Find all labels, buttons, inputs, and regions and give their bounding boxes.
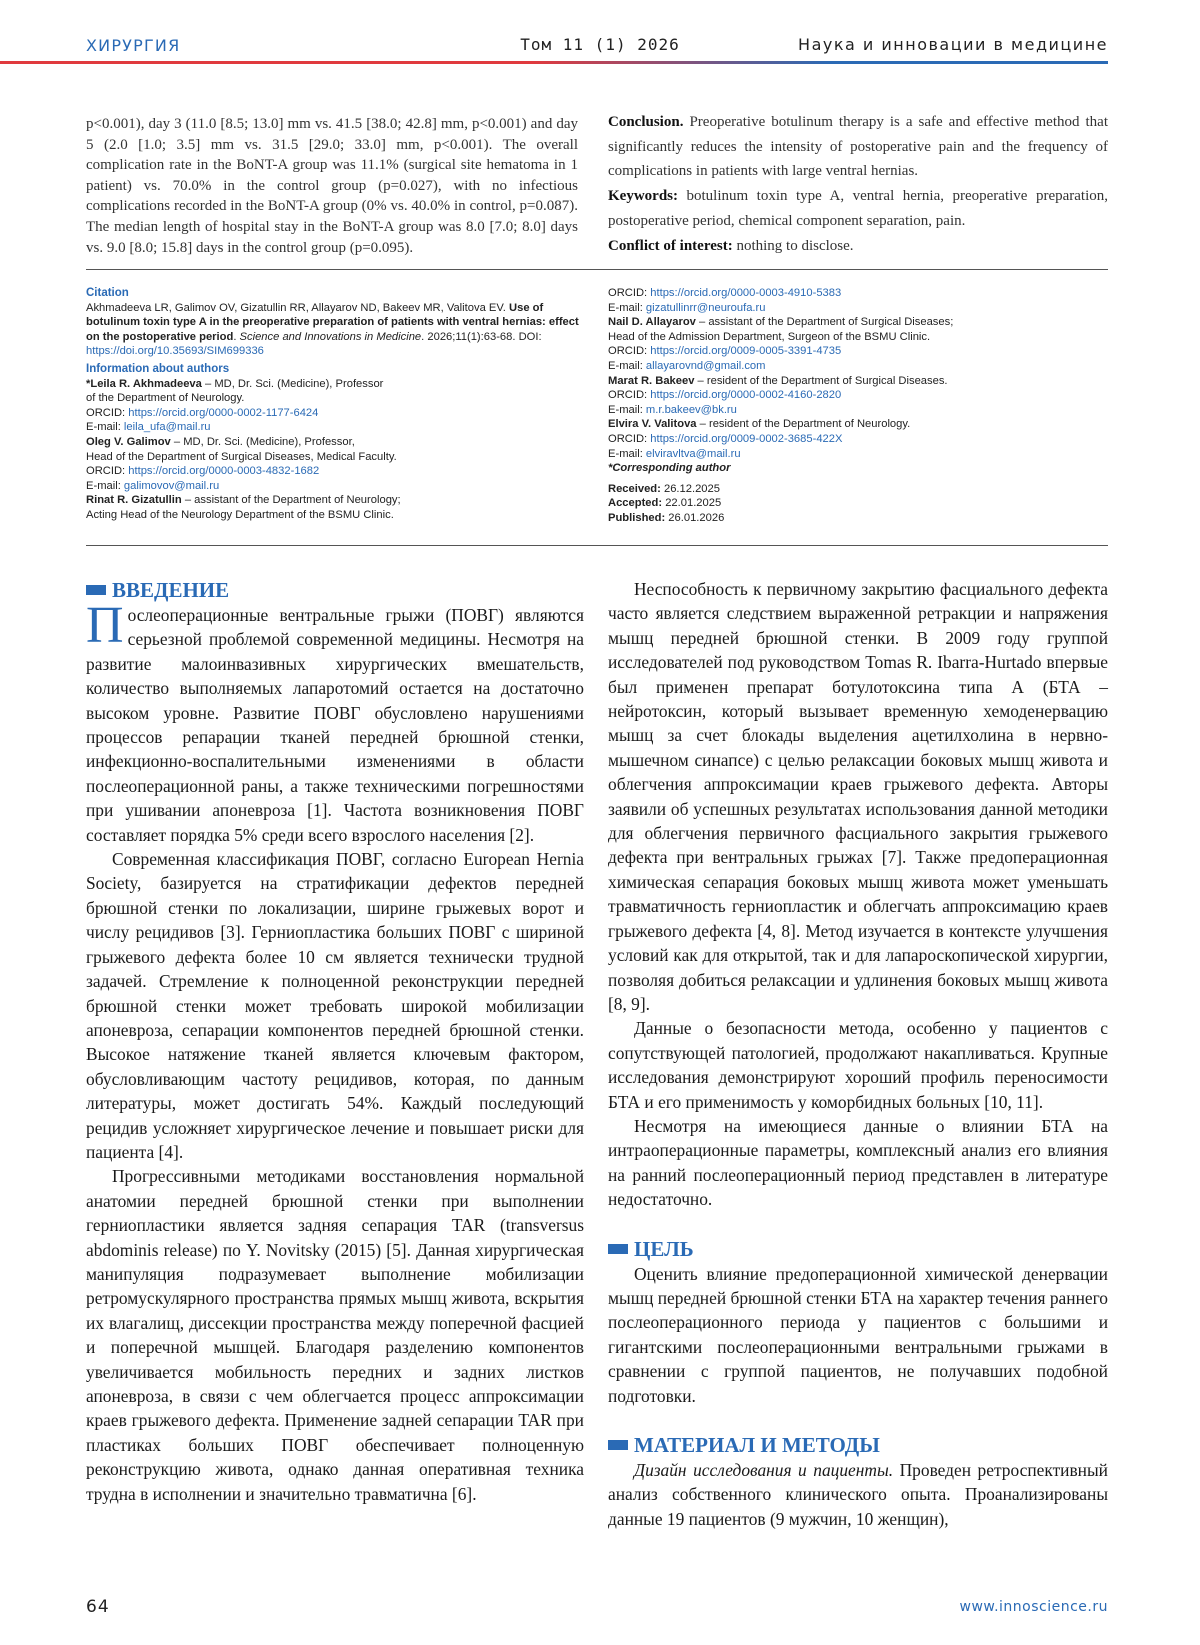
divider-bottom (86, 545, 1108, 546)
orcid-link[interactable]: https://orcid.org/0000-0003-4832-1682 (128, 465, 320, 478)
email-link[interactable]: galimovov@mail.ru (123, 479, 220, 492)
email-link[interactable]: m.r.bakeev@bk.ru (645, 403, 737, 416)
corresponding-note: *Corresponding author (608, 462, 731, 475)
author-name: Elvira V. Valitova (608, 418, 697, 431)
citation-block: Citation Akhmadeeva LR, Galimov OV, Gizatullin RR, Allayarov ND, Bakeev MR, Valitova EV. Use of botulinum toxin type A in the preoperative preparation of patients with ventral hernias: effect on the postoperative period. Science and Innovations in Medicine. 2026;11(1):63-68. DOI: https://doi.org/10.35693/SIM699336 Information about authors *Leila R. Akhmadeeva – MD, Dr. Sci. (Medicine), Professor of the Department of Neurology. ORCID: https://orcid.org/0000-0002-1177-6424 E-mail: leila_ufa@mail.ru Oleg V. Galimov – MD, Dr. Sci. (Medicine), Professor, Head of the Department of Surgical Diseases, Medical Faculty. ORCID: https://orcid.org/0000-0003-4832-1682 E-mail: galimovov@mail.ru Rinat R. Gizatullin – assistant of the Department of Neurology; Acting Head of the Neurology Department of the BSMU Clinic. (86, 286, 586, 523)
author-name: *Leila R. Akhmadeeva (86, 377, 202, 390)
intro-paragraph: Послеоперационные вентральные грыжи (ПОВГ) являются серьезной проблемой современной медицины. Несмотря на развитие малоинвазивных хирургических вмешательств, количество выполняемых лапаротомий остается на достаточно высоком уровне. Развитие ПОВГ обусловлено нарушениями процессов репарации тканей передней брюшной стенки, инфекционно-воспалительными изменениями в области послеоперационной раны, а также техническими погрешностями при ушивании апоневроза [1]. Частота возникновения ПОВГ составляет порядка 5% среди всего взрослого населения [2]. (86, 597, 584, 845)
body-right-column (608, 577, 1108, 1531)
conflict-text: nothing to disclose. (732, 237, 854, 254)
keywords-text: botulinum toxin type A, ventral hernia, preoperative preparation, postoperative period, chemical component separation, pain. (608, 188, 1108, 229)
section-marker (608, 1440, 628, 1450)
divider-top (86, 269, 1108, 270)
authors-block-right: ORCID: https://orcid.org/0000-0003-4910-5383 E-mail: gizatullinrr@neuroufa.ru Nail D. Allayarov – assistant of the Department of Surgical Diseases; Head of the Admission Department, Surgeon of the BSMU Clinic. ORCID: https://orcid.org/0009-0005-3391-4735 E-mail: allayarovnd@gmail.com Marat R. Bakeev – resident of the Department of Surgical Diseases. ORCID: https://orcid.org/0000-0002-4160-2820 E-mail: m.r.bakeev@bk.ru Elvira V. Valitova – resident of the Department of Neurology. ORCID: https://orcid.org/0009-0002-3685-422X E-mail: elviravltva@mail.ru *Corresponding author Received: 26.12.2025 Accepted: 22.01.2025 Published: 26.01.2026 (608, 286, 1108, 526)
intro-paragraph: Данные о безопасности метода, особенно у пациентов с сопутствующей патологией, продолжают накапливаться. Крупные исследования демонстрируют хороший профиль переносимости БТА и его применимость у коморбидных больных [10, 11]. (608, 1018, 1108, 1112)
methods-heading: МАТЕРИАЛ И МЕТОДЫ (608, 1432, 1108, 1458)
conclusion-text: Preoperative botulinum therapy is a safe and effective method that significantly reduces the intensity of postoperative pain and the frequency of complications in patients with large ventral hernias. (608, 114, 1108, 180)
conflict-label: Conflict of interest: (608, 237, 733, 254)
section-marker (608, 1244, 628, 1254)
citation-journal: Science and Innovations in Medicine (239, 330, 422, 343)
keywords-label: Keywords: (608, 188, 678, 205)
citation-text: Akhmadeeva LR, Galimov OV, Gizatullin RR, Allayarov ND, Bakeev MR, Valitova EV. Use of botulinum toxin type A in the preoperative preparation of patients with ventral hernias: effect on the postoperative period. Science and Innovations in Medicine. 2026;11(1):63-68. DOI: https://doi.org/10.35693/SIM699336 (86, 301, 579, 358)
abstract-results-text: p<0.001), day 3 (11.0 [8.5; 13.0] mm vs. 41.5 [38.0; 42.8] mm, p<0.001) and day 5 (2.0 [1.0; 3.5] mm vs. 31.5 [29.0; 33.0] mm, p<0.001). The overall complication rate in the BoNT-A group was 11.1% (surgical site hematoma in 1 patient) vs. 70.0% in the control group (p=0.027), with no infectious complications recorded in the BoNT-A group (0% vs. 40.0% in control, p=0.087). The median length of hospital stay in the BoNT-A group was 8.0 [7.0; 8.0] days vs. 9.0 [8.0; 15.8] days in the control group (p=0.095). (86, 116, 578, 256)
author-role: Acting Head of the Neurology Department of the BSMU Clinic. (86, 508, 394, 521)
received-date: 26.12.2025 (660, 482, 720, 495)
published-date: 26.01.2026 (665, 511, 725, 524)
intro-paragraph: Несмотря на имеющиеся данные о влиянии БТА на интраоперационные параметры, комплексный анализ его влияния на ранний послеоперационный период представлен в литературе недостаточно. (608, 1115, 1108, 1210)
accepted-date: 22.01.2025 (662, 497, 722, 510)
orcid-link[interactable]: https://orcid.org/0000-0003-4910-5383 (650, 287, 842, 299)
page-number: 64 (86, 1597, 110, 1617)
accepted-label: Accepted: (608, 497, 663, 510)
email-link[interactable]: gizatullinrr@neuroufa.ru (645, 301, 766, 314)
orcid-link[interactable]: https://orcid.org/0000-0002-4160-2820 (650, 389, 842, 402)
authors-heading: Information about authors (86, 362, 230, 375)
published-label: Published: (608, 511, 666, 524)
author-role: Head of the Department of Surgical Diseases, Medical Faculty. (86, 450, 397, 463)
author-role: Head of the Admission Department, Surgeon of the BSMU Clinic. (608, 330, 931, 343)
citation-heading: Citation (86, 287, 129, 299)
running-header-volume: Том 11 (1) 2026 (520, 35, 680, 54)
intro-paragraph: Неспособность к первичному закрытию фасциального дефекта часто является следствием выраженной ретракции и напряжения мышц передней брюшной стенки. В 2009 году группой исследователей под руководством Tomas R. Ibarra-Hurtado впервые был применен препарат ботулотоксина типа А (БТА – нейротоксин, который вызывает временную хемоденервацию мышц за счет блокады выделения ацетилхолина в нервно-мышечном синапсе) с целью релаксации боковых мышц живота и облегчения аппроксимации краев грыжевого дефекта. Авторы заявили об успешных результатах использования данной методики для облегчения первичного фасциального закрытия грыжевого дефекта при вентральных грыжах [7]. Также предоперационная химическая сепарация боковых мышц живота может уменьшать травматичность герниопластик и облегчать аппроксимацию краев грыжевого дефекта [4, 8]. Метод изучается в контексте улучшения условий как для открытой, так и для лапароскопической хирургии, позволяя добиться релаксации и удлинения боковых мышц живота [8, 9]. (608, 579, 1108, 1014)
aim-heading: ЦЕЛЬ (608, 1236, 1108, 1262)
section-marker (86, 585, 106, 595)
orcid-link[interactable]: https://orcid.org/0009-0002-3685-422X (650, 432, 843, 445)
email-link[interactable]: leila_ufa@mail.ru (123, 421, 211, 434)
author-name: Rinat R. Gizatullin (86, 494, 182, 507)
methods-paragraph: Дизайн исследования и пациенты. Проведен ретроспективный анализ собственного клинического опыта. Проанализированы данные 19 пациентов (9 мужчин, 10 женщин), (608, 1460, 1108, 1529)
email-link[interactable]: elviravltva@mail.ru (645, 447, 741, 460)
author-role: of the Department of Neurology. (86, 392, 245, 405)
author-name: Marat R. Bakeev (608, 374, 695, 387)
received-label: Received: (608, 482, 661, 495)
running-header-section: ХИРУРГИЯ (86, 36, 181, 55)
citation-title: Use of botulinum toxin type A in the preoperative preparation of patients with ventral hernias: effect on the postoperative period (86, 301, 579, 343)
orcid-link[interactable]: https://orcid.org/0009-0005-3391-4735 (650, 345, 842, 358)
author-name: Nail D. Allayarov (608, 316, 696, 329)
journal-url[interactable]: www.innoscience.ru (959, 1599, 1108, 1615)
aim-paragraph: Оценить влияние предоперационной химической денервации мышц передней брюшной стенки БТА на характер течения раннего послеоперационного периода у пациентов с большими и гигантскими послеоперационными вентральными грыжами в сравнении с группой пациентов, не получавших подобной подготовки. (608, 1263, 1108, 1406)
abstract-results (86, 114, 578, 258)
abstract-conclusion-block (608, 110, 1108, 258)
orcid-link[interactable]: https://orcid.org/0000-0002-1177-6424 (128, 406, 319, 419)
doi-link[interactable]: https://doi.org/10.35693/SIM699336 (86, 345, 264, 358)
body-left-column (86, 577, 584, 1506)
author-name: Oleg V. Galimov (86, 435, 171, 448)
header-rule (0, 61, 1108, 64)
running-header-journal: Наука и инновации в медицине (798, 35, 1108, 54)
email-link[interactable]: allayarovnd@gmail.com (645, 359, 766, 372)
conclusion-label: Conclusion. (608, 114, 684, 130)
intro-paragraph: Прогрессивными методиками восстановления нормальной анатомии передней брюшной стенки при выполнении герниопластики является задняя сепарация TAR (transversus abdominis release) по Y. Novitsky (2015) [5]. Данная хирургическая манипуляция подразумевает выполнение мобилизации ретромускулярного пространства прямых мышц живота, вскрытия их влагалищ, диссекции пространства между поперечной фасцией и поперечной мышцей. Благодаря разделению компонентов увеличивается мобильность передних и задних листков апоневроза, в связи с чем облегчается процесс аппроксимации краев грыжевого дефекта. Применение задней сепарации TAR при пластиках больших ПОВГ обеспечивает полноценную реконструкцию живота, однако данная оперативная техника трудна в исполнении и значительно травматична [6]. (86, 1166, 584, 1504)
intro-paragraph: Современная классификация ПОВГ, согласно European Hernia Society, базируется на стратификации дефектов передней брюшной стенки по локализации, ширине грыжевых ворот и числу рецидивов [3]. Герниопластика больших ПОВГ с шириной грыжевого дефекта более 10 см является технически трудной задачей. Стремление к полноценной реконструкции передней брюшной стенки может требовать широкой мобилизации апоневроза, сепарации компонентов передней брюшной стенки. Высокое натяжение тканей является ключевым фактором, обусловливающим частоту рецидивов, которая, по данным литературы, может достигать 54%. Каждый последующий рецидив усложняет хирургическое лечение и повышает риски для пациента [4]. (86, 849, 584, 1162)
intro-heading: ВВЕДЕНИЕ (86, 577, 584, 603)
drop-cap: П (86, 597, 124, 654)
